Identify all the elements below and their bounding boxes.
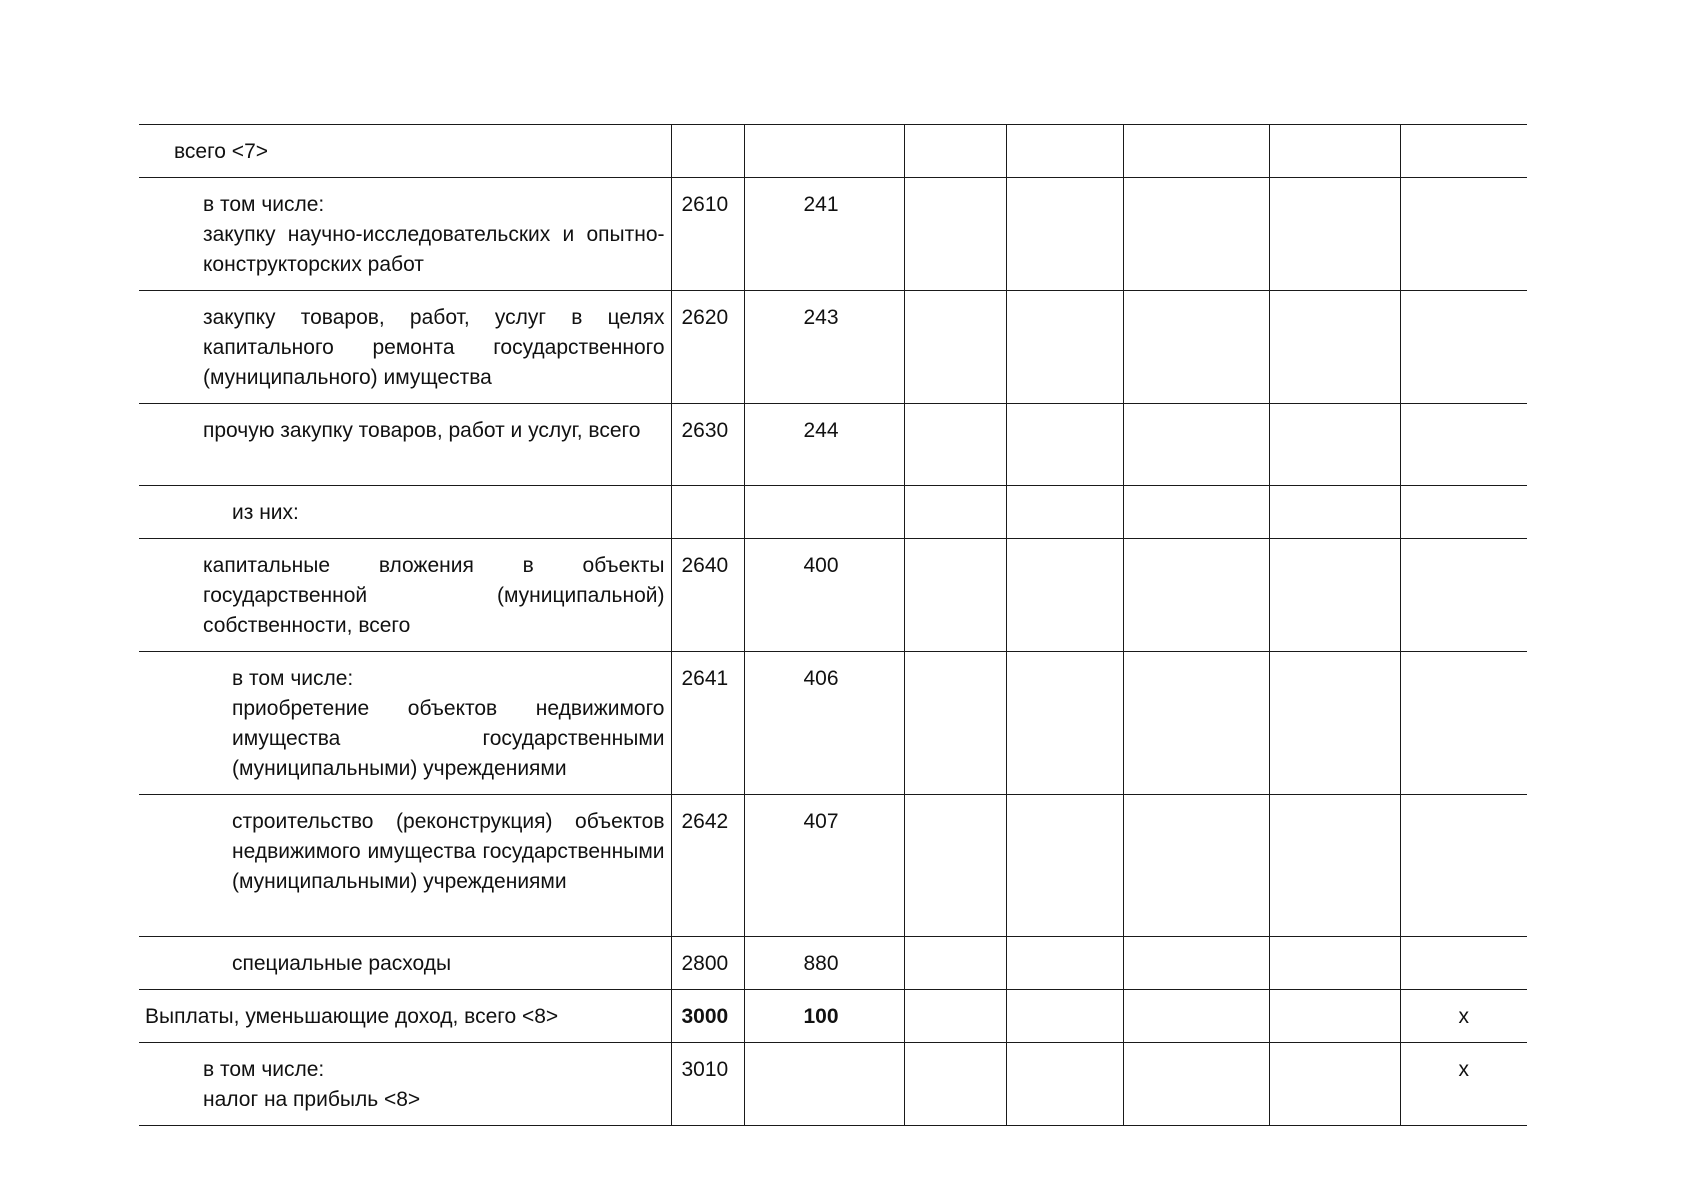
- row-label-cell: [139, 539, 671, 652]
- row-code-cell: 3000: [671, 990, 744, 1043]
- row-code-cell: 2640: [671, 539, 744, 652]
- value-cell: [1269, 652, 1400, 795]
- row-label-cell: [139, 795, 671, 937]
- row-kbk-cell: 241: [744, 178, 904, 291]
- value-cell: [904, 539, 1006, 652]
- row-code-cell: 2610: [671, 178, 744, 291]
- value-cell: [1006, 178, 1123, 291]
- value-cell: [1006, 404, 1123, 486]
- value-cell-last: [1400, 486, 1527, 539]
- row-label: приобретение объектов недвижимого имущества государственными (муниципальными) учреждениями: [232, 697, 665, 780]
- row-kbk-cell: [744, 1043, 904, 1126]
- value-cell: [904, 795, 1006, 937]
- value-cell: [904, 291, 1006, 404]
- value-cell: [904, 178, 1006, 291]
- row-label-cell: [139, 937, 671, 990]
- value-cell: [1006, 539, 1123, 652]
- row-prefix: в том числе:: [232, 667, 354, 690]
- row-label: строительство (реконструкция) объектов недвижимого имущества государственными (муниципальными) учреждениями: [232, 810, 665, 893]
- value-cell-last: x: [1400, 1043, 1527, 1126]
- row-label: прочую закупку товаров, работ и услуг, всего: [203, 419, 641, 442]
- table-row: [139, 990, 1527, 1043]
- value-cell: [1123, 178, 1269, 291]
- value-cell-last: [1400, 291, 1527, 404]
- row-code-cell: 2620: [671, 291, 744, 404]
- value-cell: [1269, 404, 1400, 486]
- row-label: закупку товаров, работ, услуг в целях капитального ремонта государственного (муниципального) имущества: [203, 306, 665, 389]
- value-cell: [1006, 652, 1123, 795]
- row-code-cell: 2630: [671, 404, 744, 486]
- value-cell: [904, 937, 1006, 990]
- row-label-cell: [139, 178, 671, 291]
- row-prefix: в том числе:: [203, 1058, 325, 1081]
- value-cell: [1006, 795, 1123, 937]
- value-cell: [904, 125, 1006, 178]
- value-cell: [1123, 125, 1269, 178]
- value-cell: [1006, 937, 1123, 990]
- value-cell: [1269, 539, 1400, 652]
- row-kbk-cell: 406: [744, 652, 904, 795]
- value-cell-last: [1400, 795, 1527, 937]
- value-cell: [904, 990, 1006, 1043]
- row-label-cell: [139, 1043, 671, 1126]
- row-label-cell: [139, 990, 671, 1043]
- row-label-cell: [139, 652, 671, 795]
- table-row: [139, 1043, 1527, 1126]
- row-code-cell: 2800: [671, 937, 744, 990]
- value-cell: [1123, 1043, 1269, 1126]
- row-label-cell: [139, 291, 671, 404]
- row-kbk-cell: 407: [744, 795, 904, 937]
- table-row: [139, 178, 1527, 291]
- value-cell: [1123, 539, 1269, 652]
- value-cell: [1269, 178, 1400, 291]
- row-code-cell: [671, 486, 744, 539]
- row-label-cell: [139, 486, 671, 539]
- row-label: из них:: [232, 501, 299, 524]
- row-label-cell: [139, 404, 671, 486]
- value-cell: [904, 1043, 1006, 1126]
- table-row: [139, 652, 1527, 795]
- value-cell: [1123, 990, 1269, 1043]
- value-cell-last: [1400, 125, 1527, 178]
- value-cell-last: [1400, 178, 1527, 291]
- table-row: [139, 795, 1527, 937]
- row-kbk-cell: 100: [744, 990, 904, 1043]
- value-cell: [1269, 937, 1400, 990]
- value-cell: [1269, 291, 1400, 404]
- value-cell: [1269, 125, 1400, 178]
- value-cell: [1269, 1043, 1400, 1126]
- row-label: специальные расходы: [232, 952, 452, 975]
- value-cell: [1269, 990, 1400, 1043]
- value-cell: [1269, 486, 1400, 539]
- row-kbk-cell: 244: [744, 404, 904, 486]
- table-row: [139, 404, 1527, 486]
- row-kbk-cell: 400: [744, 539, 904, 652]
- value-cell: [1123, 291, 1269, 404]
- value-cell: [1006, 125, 1123, 178]
- row-code-cell: [671, 125, 744, 178]
- value-cell-last: [1400, 539, 1527, 652]
- table-row: [139, 486, 1527, 539]
- row-code-cell: 3010: [671, 1043, 744, 1126]
- value-cell-last: [1400, 404, 1527, 486]
- value-cell: [1006, 1043, 1123, 1126]
- row-label: закупку научно-исследовательских и опытно-конструкторских работ: [203, 223, 665, 276]
- value-cell: [904, 652, 1006, 795]
- row-kbk-cell: 880: [744, 937, 904, 990]
- table-row: [139, 539, 1527, 652]
- row-prefix: в том числе:: [203, 193, 325, 216]
- value-cell: [1006, 291, 1123, 404]
- financial-plan-table: [139, 124, 1527, 1126]
- table-row: [139, 291, 1527, 404]
- row-label: налог на прибыль <8>: [203, 1088, 421, 1111]
- value-cell: [1123, 486, 1269, 539]
- table-row: [139, 125, 1527, 178]
- row-label: капитальные вложения в объекты государственной (муниципальной) собственности, всего: [203, 554, 665, 637]
- value-cell-last: x: [1400, 990, 1527, 1043]
- value-cell-last: [1400, 937, 1527, 990]
- table-row: [139, 937, 1527, 990]
- value-cell-last: [1400, 652, 1527, 795]
- value-cell: [1006, 990, 1123, 1043]
- value-cell: [1123, 937, 1269, 990]
- row-kbk-cell: [744, 486, 904, 539]
- row-label: Выплаты, уменьшающие доход, всего <8>: [145, 1005, 559, 1028]
- value-cell: [904, 404, 1006, 486]
- row-label: всего <7>: [174, 140, 269, 163]
- value-cell: [1006, 486, 1123, 539]
- row-kbk-cell: 243: [744, 291, 904, 404]
- row-code-cell: 2642: [671, 795, 744, 937]
- value-cell: [904, 486, 1006, 539]
- value-cell: [1123, 795, 1269, 937]
- value-cell: [1269, 795, 1400, 937]
- value-cell: [1123, 652, 1269, 795]
- row-label-cell: [139, 125, 671, 178]
- value-cell: [1123, 404, 1269, 486]
- row-kbk-cell: [744, 125, 904, 178]
- row-code-cell: 2641: [671, 652, 744, 795]
